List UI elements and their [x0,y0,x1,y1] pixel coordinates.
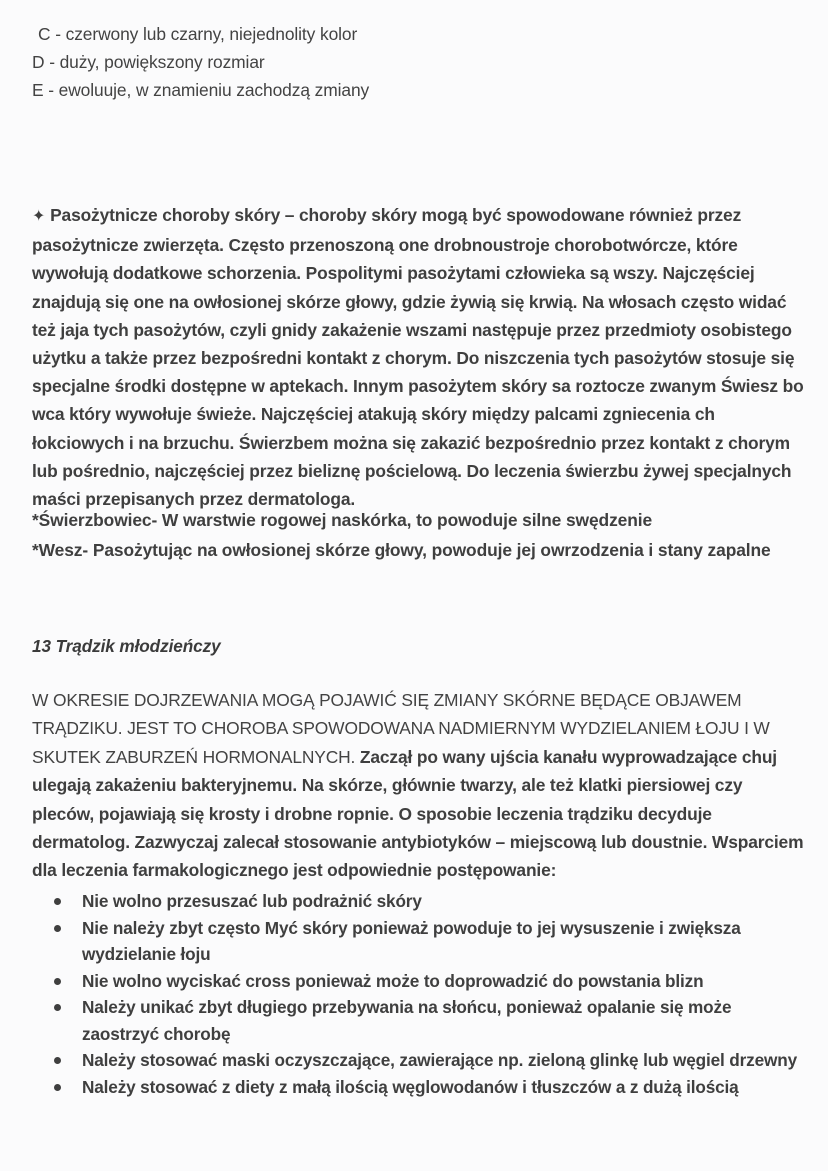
list-item [32,1047,804,1074]
recommendations-ul [32,888,804,1100]
list-item-text: Należy unikać zbyt długiego przebywania na słońcu, ponieważ opalanie się może zaostrzyć chorobę [82,997,732,1044]
abcde-line-c: C - czerwony lub czarny, niejednolity kolor [38,24,358,44]
abcde-criteria-list [32,20,804,104]
parasitic-diseases-text: Pasożytnicze choroby skóry – choroby skóry mogą być spowodowane również przez pasożytnicze zwierzęta. Często przenoszoną one drobnoustroje chorobotwórcze, które wywołują dodatkowe schorzenia. Pospolitymi pasożytami człowieka są wszy. Najczęściej znajdują się one na owłosionej skórze głowy, gdzie żywią się krwią. Na włosach często widać też jaja tych pasożytów, czyli gnidy zakażenie wszami następuje przez przedmioty osobistego użytku a także przez bezpośredni kontakt z chorym. Do niszczenia tych pasożytów stosuje się specjalne środki dostępne w aptekach. Innym pasożytem skóry sa roztocze zwanym Świesz bo wca który wywołuje świeże. Najczęściej atakują skóry między palcami zgniecenia ch łokciowych i na brzuchu. Świerzbem można się zakazić bezpośrednio przez kontakt z chorym lub pośrednio, najczęściej przez bieliznę pościelową. Do leczenia świerzbu żywej specjalnych maści przepisanych przez dermatologa. [32,205,804,510]
bullet-dot-icon [54,1004,61,1011]
bullet-dot-icon [54,1084,61,1091]
section-heading: 13 Trądzik młodzieńczy [32,636,221,656]
list-item-text: Należy stosować maski oczyszczające, zawierające np. zieloną glinkę lub węgiel drzewny [82,1050,798,1070]
parasitic-diseases-section [32,201,804,513]
bullet-dot-icon [54,978,61,985]
star-bullet-icon: ✦ [32,208,46,225]
abcde-line-d: D - duży, powiększony rozmiar [32,52,265,72]
acne-paragraph-uppercase: W OKRESIE DOJRZEWANIA MOGĄ POJAWIĆ SIĘ ZMIANY SKÓRNE BĘDĄCE OBJAWEM TRĄDZIKU. JEST TO CHOROBA SPOWODOWANA NADMIERNYM WYDZIELANIEM ŁOJU I W SKUTEK ZABURZEŃ HORMONALNYCH. [32,690,770,767]
acne-paragraph-body: Zaczął po wany ujścia kanału wyprowadzające chuj ulegają zakażeniu bakteryjnemu. Na skórze, głównie twarzy, ale też klatki piersiowej czy pleców, pojawiają się krosty i drobne ropnie. O sposobie leczenia trądziku decyduje dermatolog. Zazwyczaj zalecał stosowanie antybiotyków – miejscową lub doustnie. Wsparciem dla leczenia farmakologicznego jest odpowiednie postępowanie: [32,746,804,881]
list-item-text: Nie wolno przesuszać lub podrażnić skóry [82,891,422,911]
list-item [32,994,804,1047]
bullet-dot-icon [54,898,61,905]
list-item-text: Nie należy zbyt często Myć skóry ponieważ powoduje to jej wysuszenie i zwiększa wydzielanie łoju [82,917,741,964]
list-item [32,888,804,915]
bullet-dot-icon [54,925,61,932]
definitions-block [32,505,804,565]
abcde-line-e: E - ewoluuje, w znamieniu zachodzą zmiany [32,80,370,100]
definition-wesz: *Wesz- Pasożytując na owłosionej skórze głowy, powoduje jej owrzodzenia i stany zapalne [32,540,771,560]
recommendations-list [32,888,804,1100]
list-item [32,968,804,995]
acne-section [32,686,804,885]
bullet-dot-icon [54,1057,61,1064]
list-item-text: Nie wolno wyciskać cross ponieważ może to doprowadzić do powstania blizn [82,970,704,991]
list-item-text: Należy stosować z diety z małą ilością węglowodanów i tłuszczów a z dużą ilością [82,1076,739,1097]
list-item [32,915,804,968]
acne-paragraph [32,686,804,885]
definition-swierzbowiec: *Świerzbowiec- W warstwie rogowej naskórka, to powoduje silne swędzenie [32,510,653,530]
list-item [32,1074,804,1101]
parasitic-diseases-paragraph [32,201,804,513]
